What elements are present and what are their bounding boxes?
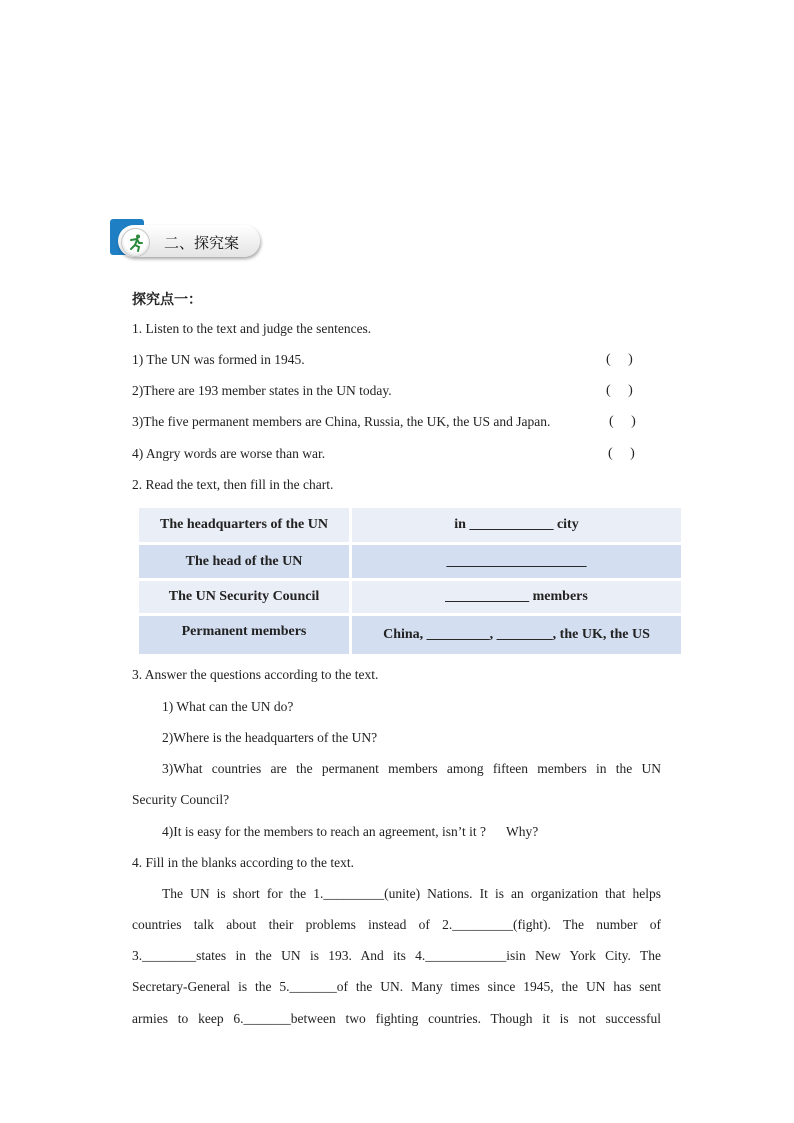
chart-row — [139, 616, 681, 657]
chart-value[interactable]: ____________ members — [352, 581, 681, 616]
section-title: 二、探究案 — [164, 234, 240, 252]
chart-label: The head of the UN — [139, 545, 352, 581]
subsection-heading: 探究点一： — [132, 292, 202, 308]
fill-chart — [139, 508, 681, 657]
q3-item-2: 2)Where is the headquarters of the UN? — [162, 730, 378, 745]
chart-row — [139, 581, 681, 616]
q3-prompt: 3. Answer the questions according to the text. — [132, 667, 379, 682]
chart-row — [139, 508, 681, 545]
q1-item-2: 2)There are 193 member states in the UN today. — [132, 383, 392, 398]
q4-line-2: countries talk about their problems instead of 2._________(fight). The number of — [132, 917, 661, 932]
chart-value[interactable]: China, _________, ________, the UK, the US — [352, 616, 681, 657]
q1-item-3: 3)The five permanent members are China, Russia, the UK, the US and Japan. — [132, 414, 551, 429]
q1-prompt: 1. Listen to the text and judge the sentences. — [132, 321, 372, 336]
chart-row — [139, 545, 681, 581]
chart-value[interactable]: in ____________ city — [352, 508, 681, 545]
chart-label: The headquarters of the UN — [139, 508, 352, 545]
chart-label: Permanent members — [139, 616, 352, 657]
q3-item-1: 1) What can the UN do? — [162, 699, 294, 714]
q4-prompt: 4. Fill in the blanks according to the text. — [132, 855, 354, 870]
q3-item-3: 3)What countries are the permanent members among fifteen members in the UN — [162, 761, 661, 776]
q1-answer-4[interactable]: ( ) — [608, 446, 635, 461]
chart-value[interactable]: ____________________ — [352, 545, 681, 581]
q4-line-1: The UN is short for the 1._________(unite) Nations. It is an organization that helps — [162, 886, 661, 901]
q2-prompt: 2. Read the text, then fill in the chart. — [132, 477, 334, 492]
q1-item-4: 4) Angry words are worse than war. — [132, 446, 326, 461]
q1-answer-3[interactable]: ( ) — [609, 414, 636, 429]
q4-line-3: 3.________states in the UN is 193. And its 4.____________isin New York City. The — [132, 948, 661, 963]
q3-item-4: 4)It is easy for the members to reach an agreement, isn’t it ? Why? — [162, 824, 539, 839]
q4-line-4: Secretary-General is the 5._______of the UN. Many times since 1945, the UN has sent — [132, 979, 661, 994]
q3-item-3-cont: Security Council? — [132, 792, 230, 807]
q1-item-1: 1) The UN was formed in 1945. — [132, 352, 305, 367]
q1-answer-1[interactable]: ( ) — [606, 352, 633, 367]
runner-icon — [121, 228, 150, 257]
chart-label: The UN Security Council — [139, 581, 352, 616]
q4-line-5: armies to keep 6._______between two fighting countries. Though it is not successful — [132, 1011, 661, 1026]
section-badge — [110, 219, 262, 259]
q1-answer-2[interactable]: ( ) — [606, 383, 633, 398]
